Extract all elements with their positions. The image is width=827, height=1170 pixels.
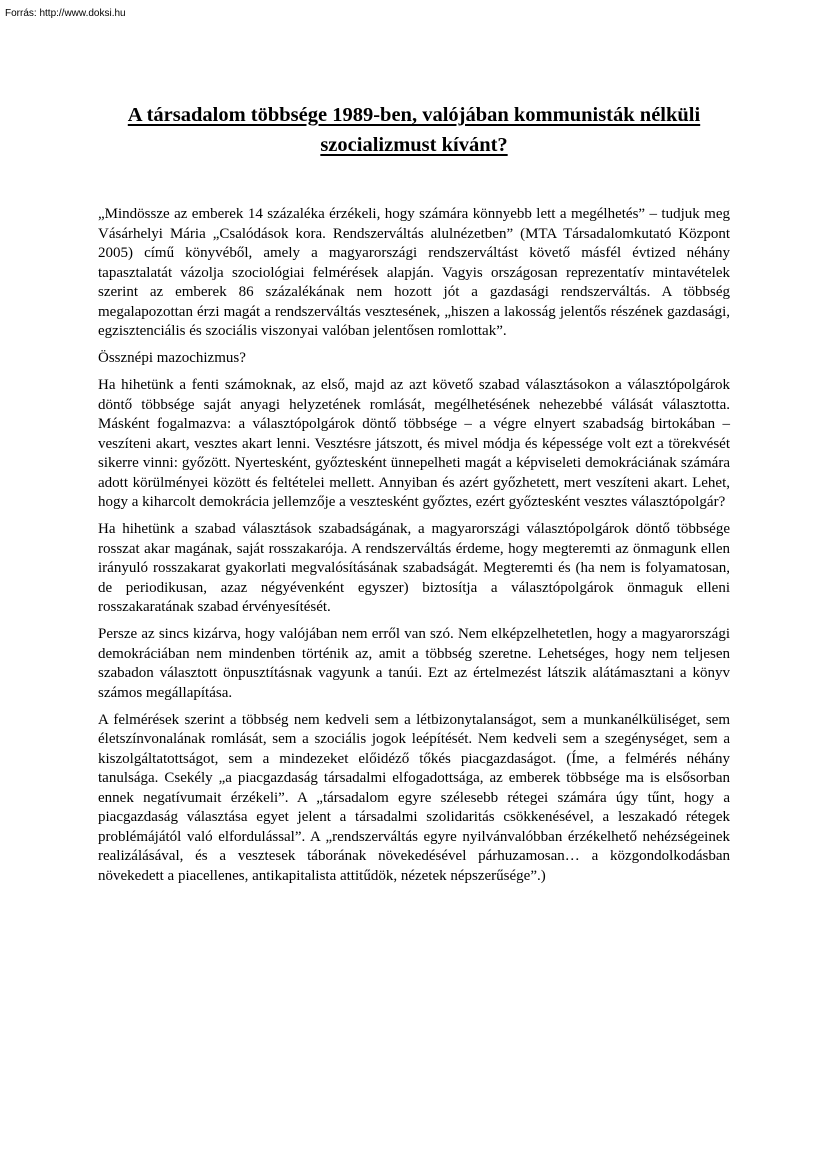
- source-label: Forrás: http://www.doksi.hu: [5, 8, 126, 19]
- paragraph-6: A felmérések szerint a többség nem kedveli sem a létbizonytalanságot, sem a munkanélküliséget, sem életszínvonalának romlását, sem a szociális jogok leépítését. Nem kedveli sem a szegénységet, sem a kiszolgáltatottságot, sem a mindezeket előidéző tőkés piacgazdaságot. (Íme, a felmérés néhány tanulsága. Csekély „a piacgazdaság társadalmi elfogadottsága, az emberek többsége ma is elsősorban ennek negatívumait érzékeli”. A „társadalom egyre szélesebb rétegei számára úgy tűnt, hogy a piacgazdaság választása egyet jelent a társadalmi szolidaritás csökkenésével, a leszakadó rétegek problémájától való elfordulással”. A „rendszerváltás egyre nyilvánvalóbban érzékelhető nehézségeinek realizálásával, és a vesztesek táborának növekedésével párhuzamosan… a közgondolkodásban növekedett a piacellenes, antikapitalista attitűdök, nézetek népszerűsége”.): [98, 711, 730, 884]
- paragraph-2-subheading: Össznépi mazochizmus?: [98, 350, 246, 366]
- paragraph-4: Ha hihetünk a szabad választások szabadságának, a magyarországi választópolgárok döntő többsége rosszat akar magának, saját rosszakarója. A rendszerváltás érdeme, hogy megteremti az önmagunk ellen irányuló rosszakarat gyakorlati megvalósításának szabadságát. Megteremti és (ha nem is folyamatosan, de periodikusan, azaz négyévenként egyszer) biztosítja a választópolgárok önmaguk elleni rosszakaratának szabad érvényesítését.: [98, 521, 730, 615]
- paragraph-1: „Mindössze az emberek 14 százaléka érzékeli, hogy számára könnyebb lett a megélhetés” – tudjuk meg Vásárhelyi Mária „Csalódások kora. Rendszerváltás alulnézetben” (MTA Társadalomkutató Központ 2005) című könyvéből, amely a magyarországi rendszerváltást követő másfél évtized néhány tapasztalatát vázolja szociológiai felmérések alapján. Vagyis országosan reprezentatív mintavételek szerint az emberek 86 százalékának nem hozott jót a gazdasági rendszerváltás. A többség megalapozottan érzi magát a rendszerváltás vesztesének, „hiszen a lakosság jelentős részének gazdasági, egzisztenciális és szociális viszonyai valóban jelentősen romlottak”.: [98, 206, 730, 339]
- article-body: [98, 205, 730, 894]
- paragraph-3: Ha hihetünk a fenti számoknak, az első, majd az azt követő szabad választásokon a választópolgárok döntő többsége saját anyagi helyzetének romlását, megélhetésének nehezebbé válását választotta. Másként fogalmazva: a választópolgárok döntő többsége – a végre elnyert szabadság birtokában – veszíteni akart, vesztes akart lenni. Vesztésre játszott, és mivel módja és képessége volt ezt a törekvését sikerre vinni: győzött. Nyertesként, győztesként ünnepelheti magát a képviseleti demokráciának számára adott körülményei között és feltételei mellett. Annyiban és azért győzhetett, mert veszíteni akart. Lehet, hogy a kiharcolt demokrácia jellemzője a vesztesként győztes, ezért győztesként vesztes választópolgár?: [98, 377, 730, 510]
- paragraph-5: Persze az sincs kizárva, hogy valójában nem erről van szó. Nem elképzelhetetlen, hogy a magyarországi demokráciában nem mindenben történik az, amit a többség szeretne. Lehetséges, hogy nem teljesen szabadon választott önpusztításnak vagyunk a tanúi. Ezt az értelmezést látszik alátámasztani a könyv számos megállapítása.: [98, 626, 730, 701]
- page-title: A társadalom többsége 1989-ben, valójában kommunisták nélküli szocializmust kívánt?: [127, 104, 701, 156]
